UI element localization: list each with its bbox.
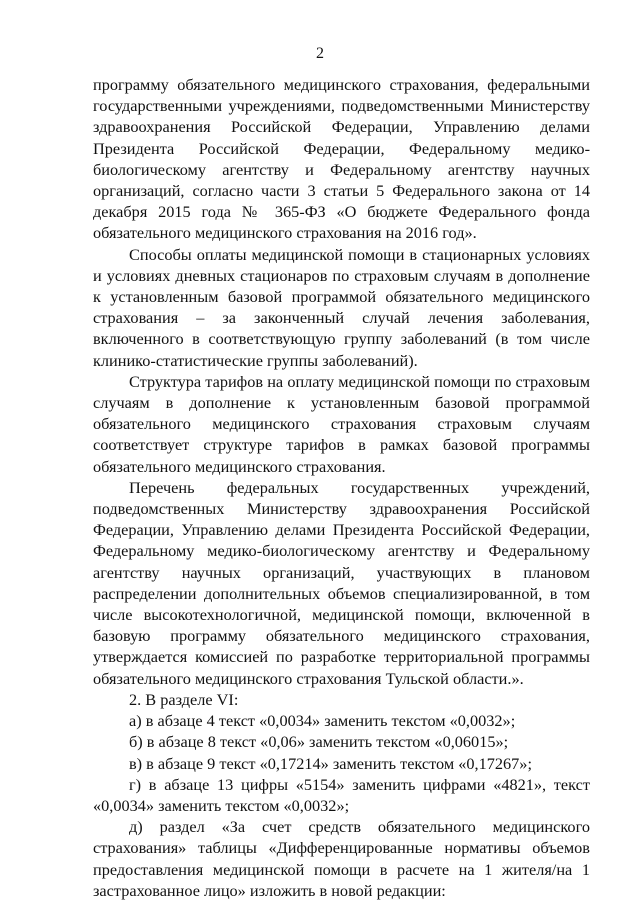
amendment-a: а) в абзаце 4 текст «0,0034» заменить текстом «0,0032»; [129, 711, 516, 731]
document-body [93, 74, 590, 901]
amendment-e: д) раздел «За счет средств обязательного медицинского страхования» таблицы «Дифференцированные нормативы объемов предоставления медицинской помощи в расчете на 1 жителя/на 1 застрахованное лицо» изложить в новой редакции: [93, 817, 590, 900]
page-number: 2 [316, 45, 324, 62]
amendment-c: в) в абзаце 9 текст «0,17214» заменить текстом «0,17267»; [129, 753, 532, 773]
amendment-d: г) в абзаце 13 цифры «5154» заменить цифрами «4821», текст «0,0034» заменить текстом «0,0032»; [93, 774, 590, 815]
paragraph-tariff-structure: Структура тарифов на оплату медицинской помощи по страховым случаям в дополнение к установленным базовой программой обязательного медицинского страхования страховым случаям соответствует структуре тарифов в рамках базовой программы обязательного медицинского страхования. [93, 371, 590, 476]
paragraph-payment-methods: Способы оплаты медицинской помощи в стационарных условиях и условиях дневных стационаров по страховым случаям в дополнение к установленным базовой программой обязательного медицинского страхования – за законченный случай лечения заболевания, включенного в соответствующую группу заболеваний (в том числе клинико-статистические группы заболеваний). [93, 244, 590, 370]
section-heading: 2. В разделе VI: [129, 689, 239, 709]
paragraph-institution-list: Перечень федеральных государственных учреждений, подведомственных Министерству здравоохранения Российской Федерации, Управлению делами Президента Российской Федерации, Федеральному медико-биологическому агентству и Федеральному агентству научных организаций, участвующих в плановом распределении дополнительных объемов специализированной, в том числе высокотехнологичной, медицинской помощи, включенной в базовую программу обязательного медицинского страхования, утверждается комиссией по разработке территориальной программы обязательного медицинского страхования Тульской области.». [93, 477, 590, 688]
paragraph-continuation: программу обязательного медицинского страхования, федеральными государственными учреждениями, подведомственными Министерству здравоохранения Российской Федерации, Управлению делами Президента Российской Федерации, Федеральному медико-биологическому агентству и Федеральному агентству научных организаций, согласно части 3 статьи 5 Федерального закона от 14 декабря 2015 года № 365-ФЗ «О бюджете Федерального фонда обязательного медицинского страхования на 2016 год». [93, 75, 590, 243]
amendment-b: б) в абзаце 8 текст «0,06» заменить текстом «0,06015»; [129, 732, 509, 752]
